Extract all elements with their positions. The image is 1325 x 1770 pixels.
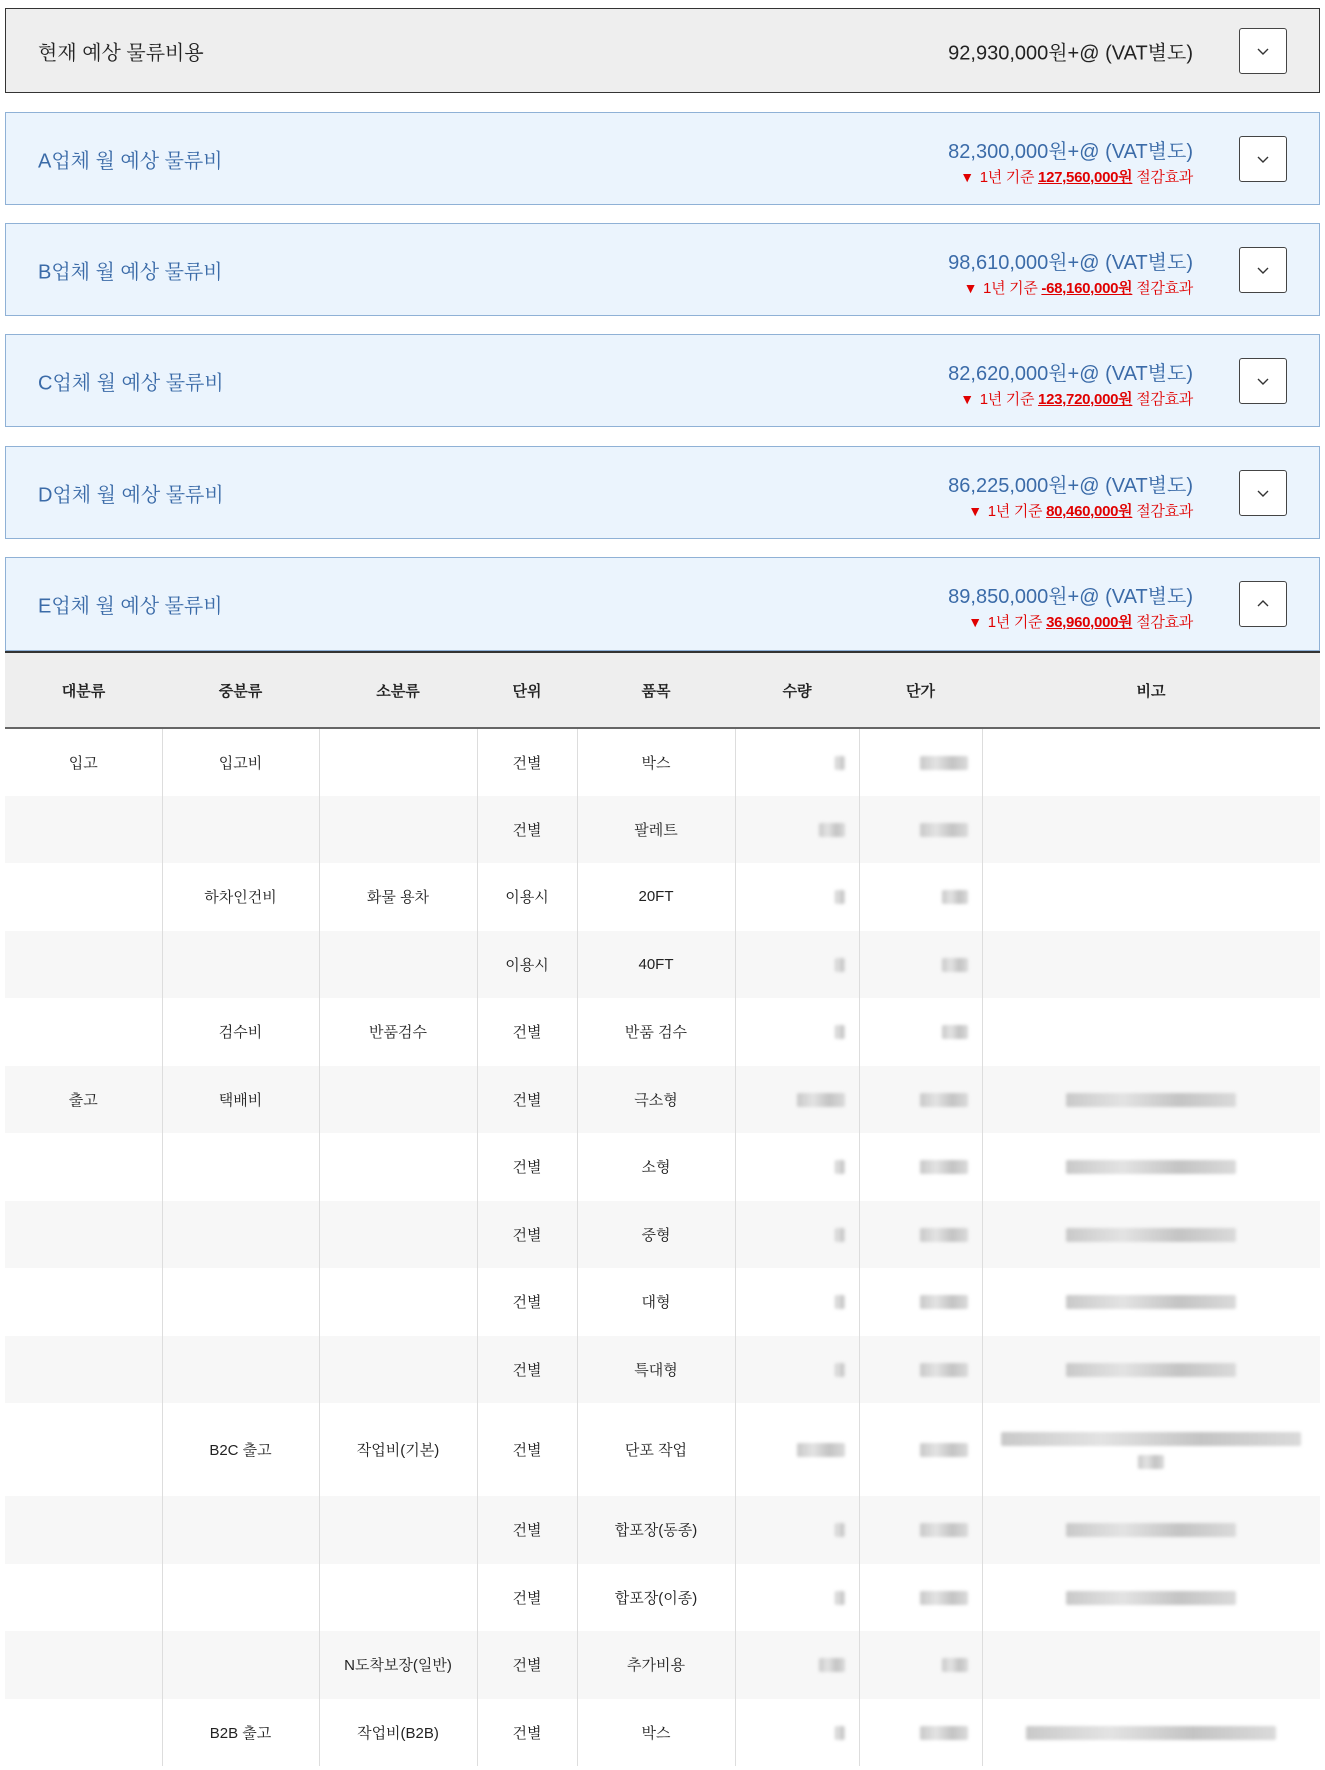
table-row [5,728,1320,796]
cell-qty-redacted [735,1268,859,1336]
cell-qty-redacted [735,1066,859,1134]
cell-unit: 건별 [477,796,577,864]
cell-qty-redacted [735,1133,859,1201]
chevron-down-icon [1256,263,1270,277]
saving-down-icon: ▼ [968,503,982,519]
column-header: 중분류 [162,652,319,728]
vendor-title: D업체 월 예상 물류비 [38,484,224,506]
cell-unit: 이용시 [477,931,577,999]
cell-price-redacted [859,1336,982,1404]
saving-down-icon: ▼ [960,391,974,407]
cell-minor: N도착보장(일반) [319,1631,477,1699]
cell-minor: 화물 용차 [319,863,477,931]
cell-note [982,1631,1320,1699]
cell-minor [319,1066,477,1134]
column-header: 비고 [982,652,1320,728]
cell-item: 추가비용 [577,1631,735,1699]
cell-note [982,863,1320,931]
cell-price-redacted [859,1201,982,1269]
cell-unit: 건별 [477,1496,577,1564]
chevron-down-icon [1256,152,1270,166]
cell-qty-redacted [735,1496,859,1564]
cell-item: 소형 [577,1133,735,1201]
vendor-title: C업체 월 예상 물류비 [38,372,224,394]
cell-price-redacted [859,863,982,931]
cell-qty-redacted [735,998,859,1066]
saving-down-icon: ▼ [960,169,974,185]
cell-minor [319,728,477,796]
vendor-panel-e[interactable] [5,557,1320,651]
vendor-saving: ▼ 1년 기준 36,960,000원 절감효과 [968,614,1193,631]
cell-qty-redacted [735,728,859,796]
cell-note-redacted [982,1699,1320,1767]
table-row [5,1496,1320,1564]
table-row [5,1133,1320,1201]
column-header: 단가 [859,652,982,728]
cell-major [5,1564,162,1632]
cell-item: 박스 [577,1699,735,1767]
cell-qty-redacted [735,796,859,864]
vendor-b-toggle-button[interactable] [1239,247,1287,293]
cell-note-redacted [982,1268,1320,1336]
cell-mid [162,1631,319,1699]
cell-major [5,931,162,999]
vendor-amount: 82,300,000원+@ (VAT별도) [948,141,1193,163]
cell-item: 40FT [577,931,735,999]
cell-qty-redacted [735,931,859,999]
cell-major: 출고 [5,1066,162,1134]
cell-note-redacted [982,1133,1320,1201]
cell-unit: 건별 [477,1336,577,1404]
cell-unit: 건별 [477,1133,577,1201]
cell-qty-redacted [735,1201,859,1269]
cell-minor [319,1564,477,1632]
cell-item: 중형 [577,1201,735,1269]
cell-item: 박스 [577,728,735,796]
cell-price-redacted [859,1564,982,1632]
vendor-panel-a[interactable] [5,112,1320,205]
cell-note [982,931,1320,999]
table-row [5,1201,1320,1269]
chevron-up-icon [1256,597,1270,611]
vendor-saving: ▼ 1년 기준 127,560,000원 절감효과 [960,169,1193,186]
cell-unit: 건별 [477,998,577,1066]
cell-note-redacted [982,1336,1320,1404]
cell-unit: 건별 [477,1268,577,1336]
cell-unit: 건별 [477,1066,577,1134]
vendor-amount: 98,610,000원+@ (VAT별도) [948,252,1193,274]
cell-mid: B2B 출고 [162,1699,319,1767]
cell-unit: 건별 [477,1201,577,1269]
cell-minor [319,931,477,999]
cell-price-redacted [859,1268,982,1336]
column-header: 대분류 [5,652,162,728]
current-cost-title: 현재 예상 물류비용 [38,42,204,64]
table-row [5,863,1320,931]
vendor-e-toggle-button[interactable] [1239,581,1287,627]
cell-item: 팔레트 [577,796,735,864]
cell-major [5,796,162,864]
table-row [5,1631,1320,1699]
cell-item: 합포장(이종) [577,1564,735,1632]
cell-qty-redacted [735,1403,859,1496]
cell-unit: 이용시 [477,863,577,931]
column-header: 품목 [577,652,735,728]
cell-major [5,1699,162,1767]
chevron-down-icon [1256,374,1270,388]
cell-minor [319,1201,477,1269]
cell-note-redacted [982,1403,1320,1496]
vendor-saving: ▼ 1년 기준 -68,160,000원 절감효과 [963,280,1193,297]
cell-major [5,1336,162,1404]
cell-mid: B2C 출고 [162,1403,319,1496]
table-row [5,1564,1320,1632]
cell-unit: 건별 [477,1564,577,1632]
cell-qty-redacted [735,863,859,931]
cell-minor: 작업비(기본) [319,1403,477,1496]
vendor-saving: ▼ 1년 기준 80,460,000원 절감효과 [968,503,1193,520]
vendor-panel-d[interactable] [5,446,1320,539]
cell-major [5,998,162,1066]
cell-minor: 작업비(B2B) [319,1699,477,1767]
cell-price-redacted [859,1699,982,1767]
cell-unit: 건별 [477,1403,577,1496]
column-header: 소분류 [319,652,477,728]
cell-major [5,1268,162,1336]
cell-note [982,998,1320,1066]
vendor-e-detail-table [5,651,1320,1766]
cell-qty-redacted [735,1564,859,1632]
cell-price-redacted [859,1496,982,1564]
cell-unit: 건별 [477,1631,577,1699]
cell-note-redacted [982,1201,1320,1269]
chevron-down-icon [1256,44,1270,58]
cell-mid [162,1336,319,1404]
cell-mid: 택배비 [162,1066,319,1134]
table-row [5,998,1320,1066]
cell-note [982,796,1320,864]
cell-qty-redacted [735,1631,859,1699]
cell-mid: 입고비 [162,728,319,796]
cell-item: 특대형 [577,1336,735,1404]
cell-price-redacted [859,1133,982,1201]
cell-price-redacted [859,728,982,796]
current-cost-panel [5,8,1320,93]
cell-mid [162,1268,319,1336]
table-row [5,931,1320,999]
vendor-c-toggle-button[interactable] [1239,358,1287,404]
table-row [5,1336,1320,1404]
cell-note-redacted [982,1496,1320,1564]
cell-minor [319,1268,477,1336]
cell-price-redacted [859,998,982,1066]
cell-mid [162,796,319,864]
cell-major [5,1201,162,1269]
cell-mid [162,931,319,999]
cell-price-redacted [859,1631,982,1699]
column-header: 수량 [735,652,859,728]
cell-item: 극소형 [577,1066,735,1134]
vendor-amount: 82,620,000원+@ (VAT별도) [948,363,1193,385]
vendor-amount: 89,850,000원+@ (VAT별도) [948,586,1193,608]
table-row [5,796,1320,864]
cell-item: 대형 [577,1268,735,1336]
table-row [5,1403,1320,1496]
cell-mid: 하차인건비 [162,863,319,931]
vendor-d-toggle-button[interactable] [1239,470,1287,516]
cell-unit: 건별 [477,1699,577,1767]
cell-minor [319,796,477,864]
cell-mid [162,1564,319,1632]
table-row [5,1066,1320,1134]
vendor-title: E업체 월 예상 물류비 [38,595,223,618]
cell-price-redacted [859,796,982,864]
vendor-panel-b[interactable] [5,223,1320,316]
cell-major: 입고 [5,728,162,796]
cell-item: 반품 검수 [577,998,735,1066]
cell-major [5,863,162,931]
cell-note [982,728,1320,796]
saving-down-icon: ▼ [968,614,982,630]
cell-mid [162,1496,319,1564]
cell-major [5,1631,162,1699]
cell-item: 20FT [577,863,735,931]
table-header-row [5,652,1320,728]
cell-minor [319,1336,477,1404]
cell-item: 합포장(동종) [577,1496,735,1564]
cell-major [5,1496,162,1564]
cell-note-redacted [982,1564,1320,1632]
table-row [5,1699,1320,1767]
vendor-a-toggle-button[interactable] [1239,136,1287,182]
current-cost-toggle-button[interactable] [1239,28,1287,74]
cell-price-redacted [859,931,982,999]
cell-unit: 건별 [477,728,577,796]
cell-mid [162,1201,319,1269]
cell-price-redacted [859,1066,982,1134]
cell-minor: 반품검수 [319,998,477,1066]
vendor-panel-c[interactable] [5,334,1320,427]
cell-item: 단포 작업 [577,1403,735,1496]
saving-down-icon: ▼ [963,280,978,296]
vendor-saving: ▼ 1년 기준 123,720,000원 절감효과 [960,391,1193,408]
column-header: 단위 [477,652,577,728]
cell-qty-redacted [735,1699,859,1767]
cell-mid: 검수비 [162,998,319,1066]
cell-price-redacted [859,1403,982,1496]
vendor-title: A업체 월 예상 물류비 [38,150,223,172]
cell-mid [162,1133,319,1201]
table-row [5,1268,1320,1336]
cell-major [5,1403,162,1496]
vendor-amount: 86,225,000원+@ (VAT별도) [948,475,1193,497]
cell-major [5,1133,162,1201]
cell-minor [319,1496,477,1564]
cell-qty-redacted [735,1336,859,1404]
cell-minor [319,1133,477,1201]
chevron-down-icon [1256,486,1270,500]
cell-note-redacted [982,1066,1320,1134]
vendor-title: B업체 월 예상 물류비 [38,261,223,283]
current-cost-amount: 92,930,000원+@ (VAT별도) [948,42,1193,64]
